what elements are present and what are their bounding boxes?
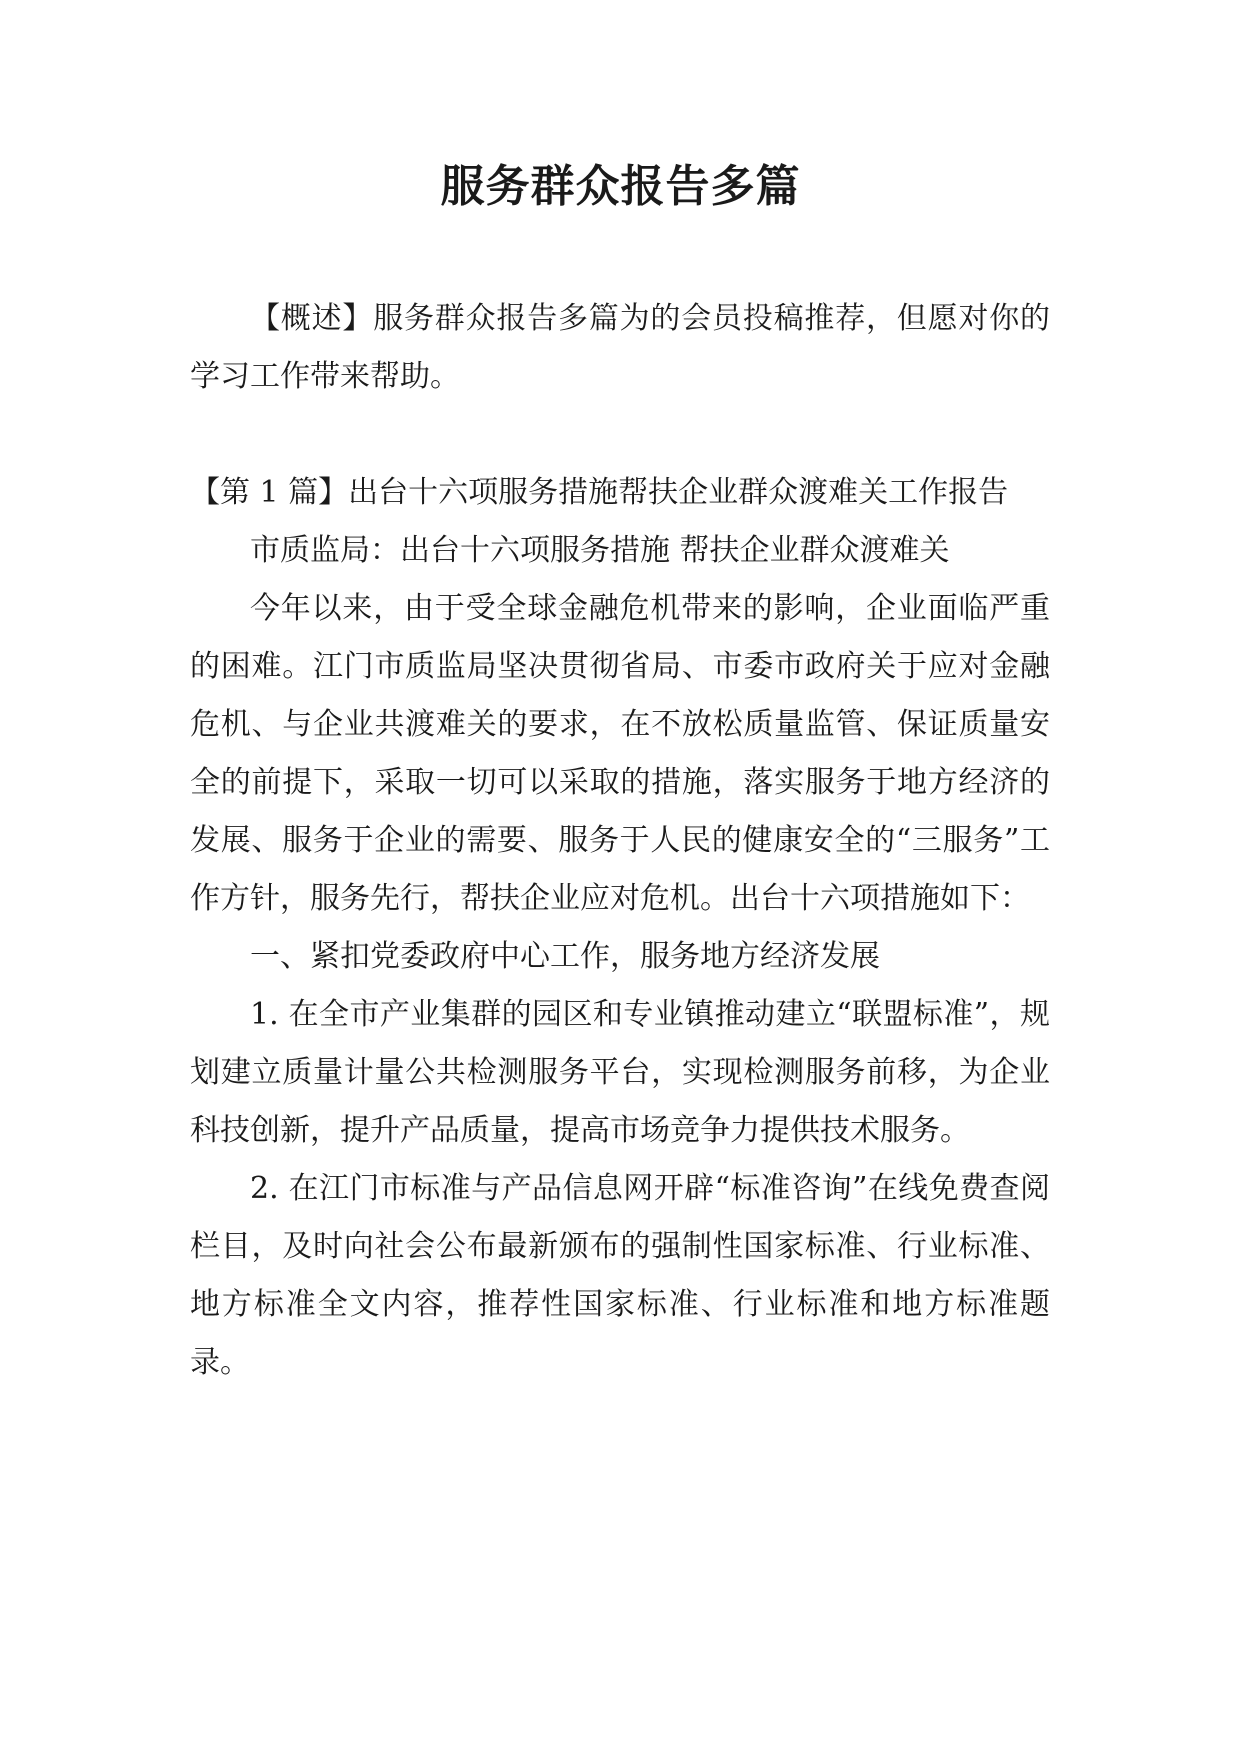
section-heading: 【第 1 篇】出台十六项服务措施帮扶企业群众渡难关工作报告 [190, 475, 1009, 510]
document-title: 服务群众报告多篇 [440, 161, 801, 212]
summary-paragraph: 【概述】服务群众报告多篇为的会员投稿推荐，但愿对你的学习工作带来帮助。 [190, 301, 1050, 394]
measure-1-paragraph: 1. 在全市产业集群的园区和专业镇推动建立“联盟标准”，规划建立质量计量公共检测服务平台，实现检测服务前移，为企业科技创新，提升产品质量，提高市场竞争力提供技术服务。 [190, 997, 1050, 1148]
intro-paragraph: 今年以来，由于受全球金融危机带来的影响，企业面临严重的困难。江门市质监局坚决贯彻省局、市委市政府关于应对金融危机、与企业共渡难关的要求，在不放松质量监管、保证质量安全的前提下，采取一切可以采取的措施，落实服务于地方经济的发展、服务于企业的需要、服务于人民的健康安全的“三服务”工作方针，服务先行，帮扶企业应对危机。出台十六项措施如下： [190, 591, 1050, 916]
paragraph-spacer [190, 406, 1050, 464]
measure-2-paragraph: 2. 在江门市标准与产品信息网开辟“标准咨询”在线免费查阅栏目，及时向社会公布最新颁布的强制性国家标准、行业标准、地方标准全文内容，推荐性国家标准、行业标准和地方标准题录。 [190, 1171, 1050, 1380]
document-body [190, 290, 1050, 1392]
section-one-heading: 一、紧扣党委政府中心工作，服务地方经济发展 [250, 939, 880, 974]
subheading-paragraph: 市质监局：出台十六项服务措施 帮扶企业群众渡难关 [250, 533, 950, 568]
